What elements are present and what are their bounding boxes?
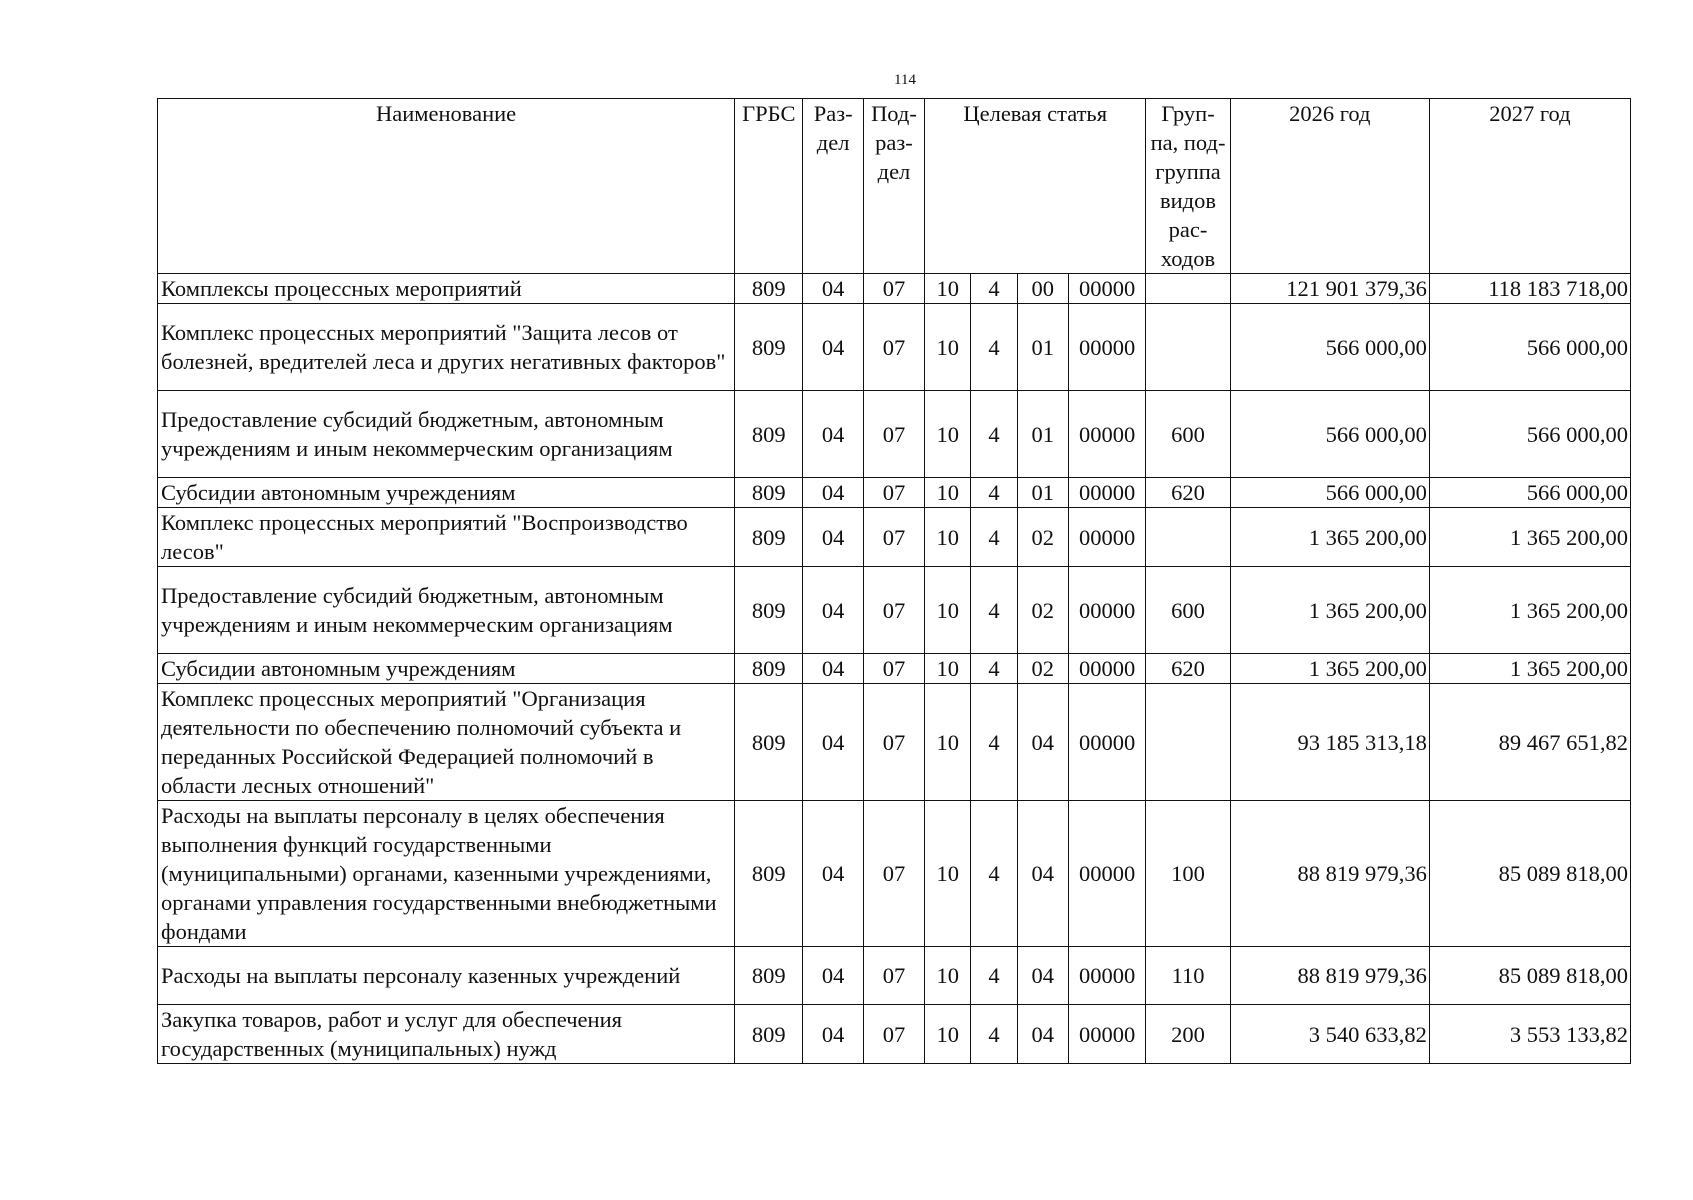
podrazdel-cell: 07 [863, 478, 924, 508]
target-type-cell: 4 [971, 391, 1017, 478]
target-program-cell: 10 [925, 274, 971, 304]
podrazdel-cell: 07 [863, 508, 924, 567]
table-row [158, 567, 1631, 654]
podrazdel-cell: 07 [863, 947, 924, 1005]
grbs-cell: 809 [735, 654, 803, 684]
razdel-cell: 04 [803, 478, 863, 508]
target-program-cell: 10 [925, 508, 971, 567]
razdel-cell: 04 [803, 508, 863, 567]
grbs-cell: 809 [735, 684, 803, 801]
target-direction-cell: 00000 [1068, 274, 1145, 304]
grbs-cell: 809 [735, 801, 803, 947]
target-type-cell: 4 [971, 508, 1017, 567]
name-cell: Комплекс процессных мероприятий "Организация деятельности по обеспечению полномочий субъекта и переданных Российской Федерацией полномочий в области лесных отношений" [158, 684, 735, 801]
name-cell: Расходы на выплаты персоналу казенных учреждений [158, 947, 735, 1005]
target-complex-cell: 01 [1017, 478, 1068, 508]
amount-2026-cell: 88 819 979,36 [1230, 801, 1429, 947]
target-complex-cell: 01 [1017, 391, 1068, 478]
amount-2027-cell: 118 183 718,00 [1429, 274, 1630, 304]
target-type-cell: 4 [971, 1005, 1017, 1064]
podrazdel-cell: 07 [863, 567, 924, 654]
target-program-cell: 10 [925, 391, 971, 478]
podrazdel-cell: 07 [863, 391, 924, 478]
target-program-cell: 10 [925, 478, 971, 508]
header-year-2026: 2026 год [1230, 99, 1429, 274]
podrazdel-cell: 07 [863, 304, 924, 391]
target-complex-cell: 04 [1017, 1005, 1068, 1064]
header-razdel: Раз- дел [803, 99, 863, 274]
name-cell: Комплексы процессных мероприятий [158, 274, 735, 304]
razdel-cell: 04 [803, 391, 863, 478]
expense-group-cell: 600 [1146, 391, 1230, 478]
target-type-cell: 4 [971, 304, 1017, 391]
expense-group-cell: 600 [1146, 567, 1230, 654]
table-row [158, 684, 1631, 801]
target-direction-cell: 00000 [1068, 947, 1145, 1005]
table-row [158, 304, 1631, 391]
header-expense-group: Груп- па, под- группа видов рас- ходов [1146, 99, 1230, 274]
target-direction-cell: 00000 [1068, 684, 1145, 801]
name-cell: Комплекс процессных мероприятий "Защита лесов от болезней, вредителей леса и других негативных факторов" [158, 304, 735, 391]
header-year-2027: 2027 год [1429, 99, 1630, 274]
target-type-cell: 4 [971, 654, 1017, 684]
grbs-cell: 809 [735, 567, 803, 654]
header-target-article: Целевая статья [925, 99, 1146, 274]
target-complex-cell: 04 [1017, 947, 1068, 1005]
target-complex-cell: 02 [1017, 567, 1068, 654]
header-grbs: ГРБС [735, 99, 803, 274]
amount-2026-cell: 1 365 200,00 [1230, 654, 1429, 684]
name-cell: Комплекс процессных мероприятий "Воспроизводство лесов" [158, 508, 735, 567]
podrazdel-cell: 07 [863, 1005, 924, 1064]
podrazdel-cell: 07 [863, 274, 924, 304]
amount-2026-cell: 566 000,00 [1230, 391, 1429, 478]
name-cell: Субсидии автономным учреждениям [158, 478, 735, 508]
target-program-cell: 10 [925, 947, 971, 1005]
name-cell: Закупка товаров, работ и услуг для обеспечения государственных (муниципальных) нужд [158, 1005, 735, 1064]
target-program-cell: 10 [925, 654, 971, 684]
grbs-cell: 809 [735, 1005, 803, 1064]
target-program-cell: 10 [925, 1005, 971, 1064]
amount-2027-cell: 89 467 651,82 [1429, 684, 1630, 801]
grbs-cell: 809 [735, 304, 803, 391]
target-direction-cell: 00000 [1068, 478, 1145, 508]
podrazdel-cell: 07 [863, 684, 924, 801]
target-complex-cell: 02 [1017, 654, 1068, 684]
target-program-cell: 10 [925, 567, 971, 654]
table-body [158, 274, 1631, 1064]
expense-group-cell: 110 [1146, 947, 1230, 1005]
grbs-cell: 809 [735, 478, 803, 508]
target-program-cell: 10 [925, 801, 971, 947]
expense-group-cell [1146, 304, 1230, 391]
name-cell: Расходы на выплаты персоналу в целях обеспечения выполнения функций государственными (муниципальными) органами, казенными учреждениями, органами управления государственными внебюджетными фондами [158, 801, 735, 947]
table-header-row [158, 99, 1631, 274]
amount-2026-cell: 1 365 200,00 [1230, 567, 1429, 654]
target-type-cell: 4 [971, 567, 1017, 654]
header-name: Наименование [158, 99, 735, 274]
expense-group-cell [1146, 684, 1230, 801]
grbs-cell: 809 [735, 508, 803, 567]
target-type-cell: 4 [971, 684, 1017, 801]
budget-table [157, 98, 1631, 1064]
razdel-cell: 04 [803, 304, 863, 391]
amount-2027-cell: 566 000,00 [1429, 391, 1630, 478]
target-direction-cell: 00000 [1068, 304, 1145, 391]
podrazdel-cell: 07 [863, 801, 924, 947]
target-direction-cell: 00000 [1068, 567, 1145, 654]
target-direction-cell: 00000 [1068, 801, 1145, 947]
razdel-cell: 04 [803, 947, 863, 1005]
header-podrazdel: Под- раз- дел [863, 99, 924, 274]
razdel-cell: 04 [803, 274, 863, 304]
razdel-cell: 04 [803, 684, 863, 801]
expense-group-cell: 620 [1146, 654, 1230, 684]
razdel-cell: 04 [803, 567, 863, 654]
amount-2027-cell: 566 000,00 [1429, 304, 1630, 391]
amount-2027-cell: 3 553 133,82 [1429, 1005, 1630, 1064]
target-complex-cell: 01 [1017, 304, 1068, 391]
razdel-cell: 04 [803, 801, 863, 947]
target-type-cell: 4 [971, 478, 1017, 508]
target-direction-cell: 00000 [1068, 654, 1145, 684]
amount-2026-cell: 566 000,00 [1230, 478, 1429, 508]
table-row [158, 391, 1631, 478]
table-row [158, 654, 1631, 684]
target-direction-cell: 00000 [1068, 508, 1145, 567]
target-type-cell: 4 [971, 274, 1017, 304]
target-program-cell: 10 [925, 684, 971, 801]
expense-group-cell: 200 [1146, 1005, 1230, 1064]
razdel-cell: 04 [803, 654, 863, 684]
target-direction-cell: 00000 [1068, 1005, 1145, 1064]
amount-2027-cell: 85 089 818,00 [1429, 947, 1630, 1005]
name-cell: Субсидии автономным учреждениям [158, 654, 735, 684]
table-row [158, 478, 1631, 508]
table-row [158, 801, 1631, 947]
amount-2027-cell: 566 000,00 [1429, 478, 1630, 508]
expense-group-cell [1146, 274, 1230, 304]
target-complex-cell: 00 [1017, 274, 1068, 304]
name-cell: Предоставление субсидий бюджетным, автономным учреждениям и иным некоммерческим организациям [158, 567, 735, 654]
target-complex-cell: 02 [1017, 508, 1068, 567]
table-row [158, 947, 1631, 1005]
target-complex-cell: 04 [1017, 801, 1068, 947]
amount-2026-cell: 121 901 379,36 [1230, 274, 1429, 304]
grbs-cell: 809 [735, 274, 803, 304]
amount-2026-cell: 1 365 200,00 [1230, 508, 1429, 567]
expense-group-cell: 620 [1146, 478, 1230, 508]
amount-2027-cell: 1 365 200,00 [1429, 654, 1630, 684]
target-complex-cell: 04 [1017, 684, 1068, 801]
table-row [158, 274, 1631, 304]
amount-2026-cell: 93 185 313,18 [1230, 684, 1429, 801]
amount-2027-cell: 85 089 818,00 [1429, 801, 1630, 947]
page-number: 114 [894, 72, 916, 88]
target-direction-cell: 00000 [1068, 391, 1145, 478]
grbs-cell: 809 [735, 391, 803, 478]
amount-2026-cell: 3 540 633,82 [1230, 1005, 1429, 1064]
amount-2026-cell: 566 000,00 [1230, 304, 1429, 391]
target-type-cell: 4 [971, 947, 1017, 1005]
expense-group-cell: 100 [1146, 801, 1230, 947]
amount-2027-cell: 1 365 200,00 [1429, 508, 1630, 567]
amount-2027-cell: 1 365 200,00 [1429, 567, 1630, 654]
razdel-cell: 04 [803, 1005, 863, 1064]
expense-group-cell [1146, 508, 1230, 567]
name-cell: Предоставление субсидий бюджетным, автономным учреждениям и иным некоммерческим организациям [158, 391, 735, 478]
table-row [158, 1005, 1631, 1064]
amount-2026-cell: 88 819 979,36 [1230, 947, 1429, 1005]
target-program-cell: 10 [925, 304, 971, 391]
podrazdel-cell: 07 [863, 654, 924, 684]
grbs-cell: 809 [735, 947, 803, 1005]
table-row [158, 508, 1631, 567]
target-type-cell: 4 [971, 801, 1017, 947]
